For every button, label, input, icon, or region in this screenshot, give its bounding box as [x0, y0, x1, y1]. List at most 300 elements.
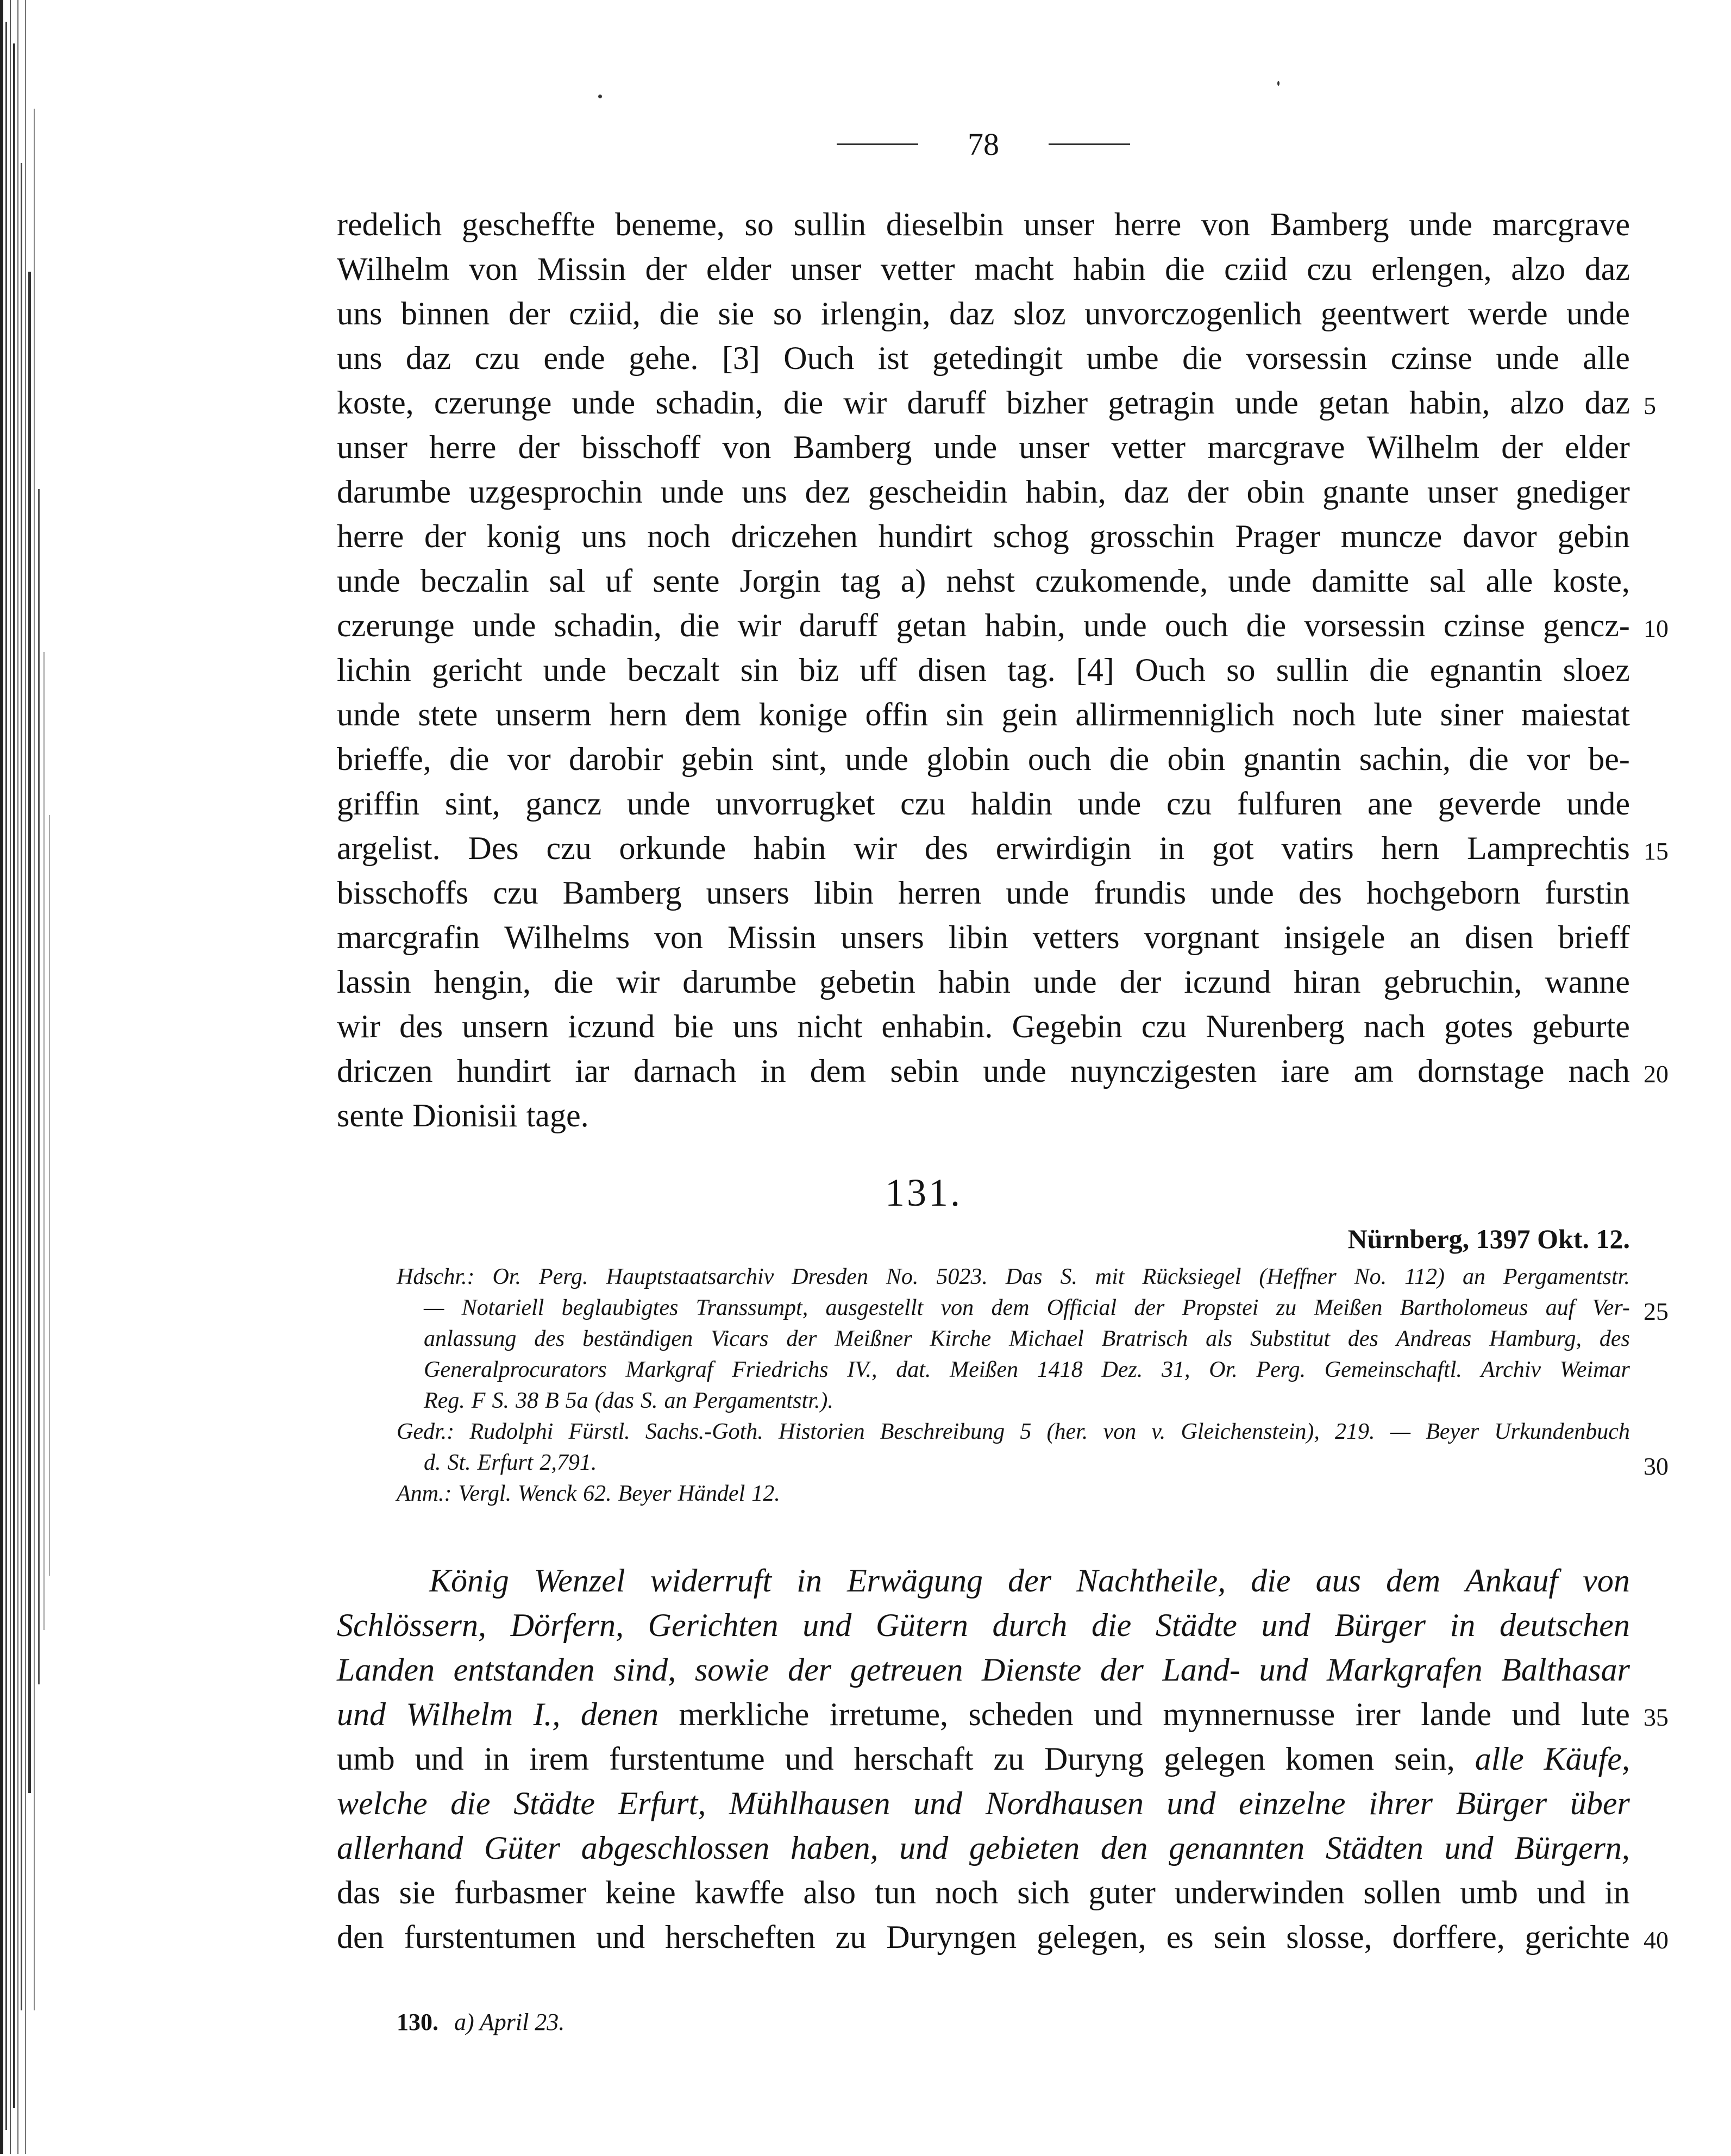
word: erwirdigin [995, 830, 1132, 866]
word: tag. [1007, 652, 1056, 688]
apparatus-line [397, 1262, 1630, 1292]
word: sachin, [1359, 741, 1451, 777]
word: anlassung [424, 1326, 517, 1351]
word: lassin [337, 964, 411, 1000]
word: Markgraf [625, 1357, 713, 1382]
word: Wilhelm [1366, 429, 1480, 465]
word: sullin [1276, 652, 1349, 688]
word: herscheften [665, 1919, 816, 1955]
word: iar [575, 1053, 610, 1089]
word: beglaubigtes [561, 1295, 679, 1320]
word: Sachs.-Goth. [645, 1419, 763, 1444]
word: (her. [1046, 1419, 1088, 1444]
word: hern [609, 697, 667, 732]
word: es [1166, 1919, 1194, 1955]
word: getreuen [850, 1652, 963, 1688]
word: Käufe, [1544, 1741, 1630, 1777]
word: Vicars [710, 1326, 769, 1351]
word: die [1251, 1563, 1291, 1599]
word: damitte [1311, 563, 1409, 599]
word: alle [1583, 340, 1630, 376]
word: redelich [337, 206, 442, 242]
word: Hauptstaatsarchiv [606, 1264, 774, 1289]
word: gelegen, [1037, 1919, 1146, 1955]
word: vor [507, 741, 551, 777]
text-line [337, 692, 1630, 737]
word: Historien [778, 1419, 865, 1444]
word: getedingit [932, 340, 1063, 376]
word: got [1212, 830, 1254, 866]
word: 31, [1162, 1357, 1190, 1382]
line-number: 30 [1644, 1452, 1669, 1480]
header-rule-left [837, 143, 918, 145]
word: offin [865, 697, 929, 732]
word: Or. [492, 1264, 521, 1289]
word: uns [732, 1008, 779, 1044]
word: konig [486, 518, 561, 554]
word: unde [1228, 563, 1291, 599]
apparatus-line [424, 1355, 1630, 1385]
page-header [837, 122, 1130, 166]
word: (Heffner [1259, 1264, 1337, 1289]
word: die [680, 607, 720, 643]
word: komen [1285, 1741, 1375, 1777]
word: und [1536, 1875, 1586, 1910]
word: darumbe [337, 474, 451, 510]
word: Andreas [1396, 1326, 1472, 1351]
word: keine [605, 1875, 676, 1910]
word: brieff [1558, 919, 1630, 955]
word: den [1100, 1830, 1148, 1866]
word: czerunge [337, 607, 455, 643]
word: egnantin [1429, 652, 1542, 688]
word: unde [1566, 786, 1630, 822]
word: geburte [1532, 1008, 1630, 1044]
word: bisschoff [581, 429, 701, 465]
word: nach [1568, 1053, 1630, 1089]
word: St. [447, 1450, 471, 1475]
word: Bürger [1456, 1785, 1547, 1821]
word: sin [945, 697, 984, 732]
word: uzgesprochin [468, 474, 643, 510]
word: habin [753, 830, 826, 866]
word: am [1353, 1053, 1394, 1089]
regest-line [337, 1737, 1630, 1781]
word: Perg. [538, 1264, 588, 1289]
word: sal [1429, 563, 1466, 599]
word: sint, [444, 786, 500, 822]
word: ouch [1164, 607, 1228, 643]
word: maiestat [1521, 697, 1630, 732]
word: be- [1588, 741, 1630, 777]
word: die [1246, 607, 1287, 643]
word: noch [647, 518, 711, 554]
word: unde [1566, 296, 1630, 331]
word: enhabin. [881, 1008, 993, 1044]
word: dez [805, 474, 850, 510]
word: die [1369, 652, 1409, 688]
word: das [337, 1875, 380, 1910]
word: und [1512, 1696, 1561, 1732]
word: obin [1246, 474, 1305, 510]
word: Gemeinschaftl. [1324, 1357, 1462, 1382]
word: vorsessin [1245, 340, 1368, 376]
word: sein [1213, 1919, 1266, 1955]
word: getan [1318, 385, 1389, 421]
page-edge-texture [0, 0, 65, 2154]
word: sint, [772, 741, 827, 777]
word: und [1094, 1696, 1143, 1732]
word: die [783, 385, 824, 421]
word: czu [1141, 1008, 1187, 1044]
word: habin, [984, 607, 1065, 643]
word: 2,791. [540, 1450, 597, 1475]
word: von [1583, 1563, 1630, 1599]
word: auf [1545, 1295, 1575, 1320]
word: habin [1073, 251, 1146, 287]
word: 112) [1404, 1264, 1445, 1289]
word: der [786, 1326, 817, 1351]
word: und [337, 1696, 386, 1732]
word: Mühlhausen [729, 1785, 890, 1821]
word: des [534, 1326, 565, 1351]
word: Perg. [1256, 1357, 1306, 1382]
word: die [449, 741, 490, 777]
word: herre [337, 518, 404, 554]
text-line [337, 202, 1630, 247]
word: dem [1386, 1563, 1441, 1599]
word: a) [900, 563, 926, 599]
word: Land- [1162, 1652, 1240, 1688]
word: Landen [337, 1652, 435, 1688]
word: No. [1354, 1264, 1387, 1289]
word: sente [653, 563, 720, 599]
word: sin [740, 652, 779, 688]
word: gerichte [1525, 1919, 1630, 1955]
word: einzelne [1238, 1785, 1346, 1821]
word: tage. [526, 1098, 589, 1133]
word: Bamberg [1270, 206, 1389, 242]
word: elder [706, 251, 772, 287]
word: ende [543, 340, 605, 376]
word: und [913, 1785, 963, 1821]
word: haldin [971, 786, 1052, 822]
word: libin [948, 919, 1008, 955]
word: Missin [727, 919, 817, 955]
word: konige [758, 697, 848, 732]
regest-line [337, 1781, 1630, 1826]
word: tun [874, 1875, 917, 1910]
word: biz [799, 652, 839, 688]
word: herren [898, 875, 982, 911]
word: daz [1584, 251, 1630, 287]
word: B [544, 1388, 559, 1413]
text-line [337, 514, 1630, 559]
word: czinse [1443, 607, 1525, 643]
word: — [1390, 1419, 1411, 1444]
text-line [337, 336, 1630, 380]
word: driczen [337, 1053, 433, 1089]
word: nicht [797, 1008, 863, 1044]
word: ausgestellt [825, 1295, 924, 1320]
word: Vergl. [458, 1481, 512, 1506]
word: gancz [525, 786, 602, 822]
word: König [429, 1563, 509, 1599]
word: getragin [1108, 385, 1215, 421]
word: herre [429, 429, 497, 465]
word: Ver- [1592, 1295, 1630, 1320]
word: vetter [1111, 429, 1186, 465]
word: Wilhelms [504, 919, 630, 955]
word: die [659, 296, 699, 331]
text-line [337, 648, 1630, 692]
word: Beyer [1426, 1419, 1479, 1444]
word: Bürgern, [1514, 1830, 1630, 1866]
word: schog [993, 518, 1069, 554]
regest-line [337, 1647, 1630, 1692]
word: aus [1315, 1563, 1361, 1599]
word: unser [1024, 206, 1095, 242]
word: Nurenberg [1206, 1008, 1345, 1044]
word: koste, [337, 385, 414, 421]
word: orkunde [619, 830, 726, 866]
word: der [1100, 1652, 1144, 1688]
word: herre [1114, 206, 1182, 242]
word: wir [843, 385, 887, 421]
word: vetter [880, 251, 955, 287]
page-number: 78 [968, 126, 999, 162]
word: von [940, 1295, 974, 1320]
word: furstentumen [404, 1919, 576, 1955]
scanned-page-edge [0, 0, 65, 2154]
line-number: 40 [1644, 1926, 1669, 1954]
word: den [337, 1919, 384, 1955]
word: S. [492, 1388, 509, 1413]
word: Erfurt, [618, 1785, 706, 1821]
word: Meißner [835, 1326, 912, 1351]
word: Notariell [461, 1295, 544, 1320]
text-line [337, 1049, 1630, 1093]
word: obin [1167, 741, 1226, 777]
word: unde [1033, 964, 1097, 1000]
word: unde [983, 1053, 1046, 1089]
word: der [1134, 1295, 1165, 1320]
word: wir [854, 830, 898, 866]
word: und [596, 1919, 645, 1955]
word: sowie [694, 1652, 769, 1688]
word: Ouch [1134, 652, 1206, 688]
word: uns [337, 340, 382, 376]
word: des [1298, 875, 1342, 911]
word: 12. [751, 1481, 780, 1506]
word: Friedrichs [732, 1357, 829, 1382]
text-line [337, 826, 1630, 870]
word: der [788, 1652, 832, 1688]
word: macht [974, 251, 1054, 287]
word: von [1103, 1419, 1137, 1444]
word: und [899, 1830, 949, 1866]
word: unde [543, 652, 607, 688]
word: noch [1292, 697, 1356, 732]
word: welche [337, 1785, 428, 1821]
word: des [1347, 1326, 1378, 1351]
word: marcgrave [1492, 206, 1630, 242]
word: Jorgin [739, 563, 821, 599]
footnote [397, 2005, 565, 2040]
word: wir [737, 607, 781, 643]
scan-speck [598, 95, 602, 98]
word: herschaft [854, 1741, 974, 1777]
word: Gleichenstein), [1181, 1419, 1320, 1444]
word: IV., [847, 1357, 877, 1382]
word: umbe [1086, 340, 1159, 376]
line-number: 25 [1644, 1298, 1669, 1325]
word: in [1604, 1875, 1630, 1910]
word: S. [1060, 1264, 1077, 1289]
word: fulfuren [1237, 786, 1343, 822]
word: daruff [799, 607, 879, 643]
word: unde [626, 786, 691, 822]
word: Propstei [1182, 1295, 1259, 1320]
word: die [1469, 741, 1509, 777]
word: merkliche [679, 1696, 810, 1732]
word: Official [1046, 1295, 1117, 1320]
line-number: 15 [1644, 837, 1669, 865]
word: [3] [722, 340, 760, 376]
word: Pergamentstr.). [693, 1388, 833, 1413]
word: Erwägung [846, 1563, 983, 1599]
word: gein [1001, 697, 1058, 732]
word: vetters [1032, 919, 1120, 955]
word: an [1462, 1264, 1485, 1289]
word: als [1206, 1326, 1233, 1351]
word: ane [1367, 786, 1413, 822]
word: gelegen [1164, 1741, 1265, 1777]
word: lute [1581, 1696, 1630, 1732]
text-line [337, 915, 1630, 960]
word: vor [1526, 741, 1570, 777]
word: gnediger [1515, 474, 1630, 510]
word: und [1261, 1607, 1310, 1643]
word: schadin, [655, 385, 763, 421]
word: und [802, 1607, 852, 1643]
word: unser [1019, 429, 1090, 465]
word: Transsumpt, [695, 1295, 808, 1320]
word: vatirs [1281, 830, 1354, 866]
word: unde [337, 697, 400, 732]
word: v. [1151, 1419, 1166, 1444]
word: gebetin [819, 964, 915, 1000]
text-line [337, 603, 1630, 648]
word: an [664, 1388, 687, 1413]
word: also [803, 1875, 856, 1910]
word: 5a [565, 1388, 588, 1413]
word: sich [1017, 1875, 1070, 1910]
word: uns [742, 474, 787, 510]
word: binnen [401, 296, 490, 331]
word: dem [810, 1053, 867, 1089]
word: in [484, 1741, 510, 1777]
word: Archiv [1481, 1357, 1541, 1382]
word: dem [991, 1295, 1030, 1320]
word: Bartholomeus [1400, 1295, 1528, 1320]
word: gehe. [629, 340, 699, 376]
word: dieselbin [886, 206, 1004, 242]
word: czu [546, 830, 592, 866]
word: in [1159, 830, 1185, 866]
word: Händel [678, 1481, 745, 1506]
word: uff [860, 652, 898, 688]
word: Wenzel [534, 1563, 625, 1599]
word: alle [1475, 1741, 1524, 1777]
word: und [1444, 1830, 1494, 1866]
word: ihrer [1369, 1785, 1433, 1821]
word: underwinden [1174, 1875, 1345, 1910]
text-line [337, 425, 1630, 469]
word: unserm [495, 697, 592, 732]
word: Rudolphi [469, 1419, 554, 1444]
line-number: 10 [1644, 615, 1669, 642]
word: Gerichten [648, 1607, 779, 1643]
word: wir [337, 1008, 380, 1044]
document-number: 131. [885, 1171, 962, 1214]
word: unsers [706, 875, 789, 911]
word: (das [594, 1388, 634, 1413]
word: libin [813, 875, 874, 911]
regest-line [337, 1692, 1630, 1737]
word: beczalin [420, 563, 529, 599]
scan-speck [1277, 81, 1280, 86]
word: die [553, 964, 594, 1000]
word: und [1259, 1652, 1308, 1688]
word: stete [418, 697, 478, 732]
word: Des [468, 830, 519, 866]
word: deutschen [1499, 1607, 1630, 1643]
word: d. [424, 1450, 441, 1475]
text-line [337, 960, 1630, 1004]
text-line [337, 781, 1630, 826]
word: Dienste [981, 1652, 1082, 1688]
word: 38 [515, 1388, 538, 1413]
word: disen [918, 652, 987, 688]
word: der [1008, 1563, 1052, 1599]
word: lande [1421, 1696, 1492, 1732]
word: argelist. [337, 830, 441, 866]
word: in [760, 1053, 786, 1089]
word: Pergamentstr. [1503, 1264, 1630, 1289]
word: darnach [633, 1053, 737, 1089]
word: und [785, 1741, 834, 1777]
word: Hamburg, [1489, 1326, 1582, 1351]
word: bizher [1006, 385, 1088, 421]
word: insigele [1283, 919, 1385, 955]
word: uns [337, 296, 382, 331]
word: unsers [841, 919, 924, 955]
regest-line [337, 1870, 1630, 1915]
word: frundis [1094, 875, 1187, 911]
word: von [654, 919, 704, 955]
word: Gütern [875, 1607, 968, 1643]
word: Prager [1235, 518, 1320, 554]
word: zu [993, 1741, 1025, 1777]
word: Kirche [930, 1326, 992, 1351]
word: der [518, 429, 560, 465]
word: unvorczogenlich [1084, 296, 1302, 331]
word: hengin, [434, 964, 531, 1000]
word: siner [1440, 697, 1504, 732]
word: czu [474, 340, 520, 376]
word: irem [529, 1741, 589, 1777]
